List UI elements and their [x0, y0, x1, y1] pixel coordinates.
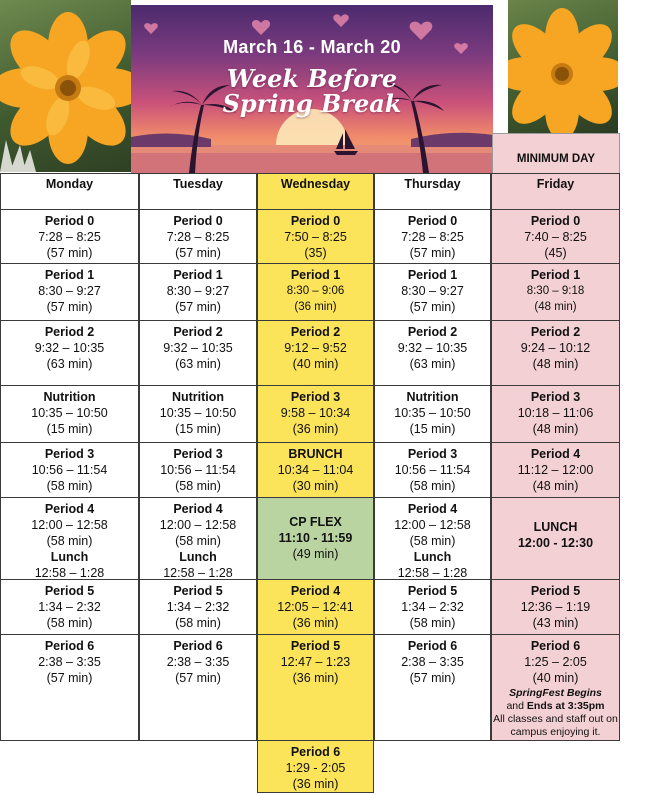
schedule-cell: Period 6 1:29 - 2:05 (36 min): [257, 740, 374, 793]
schedule-cell: Period 6 1:25 – 2:05 (40 min) SpringFest Begins and Ends at 3:35pm All classes and staff out on campus enjoying it.: [491, 634, 620, 741]
schedule-cell: Nutrition 10:35 – 10:50 (15 min): [374, 385, 491, 443]
minimum-day-label: MINIMUM DAY: [492, 133, 620, 173]
lunch-cell: LUNCH 12:00 - 12:30: [491, 497, 620, 580]
schedule-cell: Nutrition 10:35 – 10:50 (15 min): [139, 385, 257, 443]
cp-flex-cell: CP FLEX 11:10 - 11:59 (49 min): [257, 497, 374, 580]
schedule-cell: Period 1 8:30 – 9:27 (57 min): [374, 263, 491, 321]
schedule-cell: Period 2 9:12 – 9:52 (40 min): [257, 320, 374, 386]
schedule-cell: Period 3 10:56 – 11:54 (58 min): [139, 442, 257, 498]
springfest-end-note: and Ends at 3:35pm: [506, 700, 605, 712]
schedule-cell: Period 5 12:47 – 1:23 (36 min): [257, 634, 374, 741]
schedule-cell: Period 1 8:30 – 9:06 (36 min): [257, 263, 374, 321]
schedule-cell: Period 4 12:00 – 12:58 (58 min) Lunch 12:58 – 1:28: [139, 497, 257, 580]
schedule-cell: Period 5 1:34 – 2:32 (58 min): [139, 579, 257, 635]
flower-image-left: [0, 0, 131, 172]
banner-dates: March 16 - March 20: [223, 37, 401, 57]
schedule-cell: Period 3 10:18 – 11:06 (48 min): [491, 385, 620, 443]
schedule-cell: Period 1 8:30 – 9:27 (57 min): [139, 263, 257, 321]
schedule-cell: Period 4 12:00 – 12:58 (58 min) Lunch 12:58 – 1:28: [0, 497, 139, 580]
schedule-cell: Period 5 1:34 – 2:32 (58 min): [374, 579, 491, 635]
schedule-cell: Period 6 2:38 – 3:35 (57 min): [374, 634, 491, 741]
schedule-cell: Period 5 1:34 – 2:32 (58 min): [0, 579, 139, 635]
schedule-cell: Period 0 7:50 – 8:25 (35): [257, 209, 374, 264]
schedule-cell: Period 2 9:32 – 10:35 (63 min): [139, 320, 257, 386]
schedule-cell: Period 5 12:36 – 1:19 (43 min): [491, 579, 620, 635]
day-header: Monday: [0, 173, 139, 210]
schedule-cell: Period 0 7:28 – 8:25 (57 min): [0, 209, 139, 264]
springfest-note: SpringFest Begins: [509, 687, 602, 699]
schedule-cell: Period 0 7:40 – 8:25 (45): [491, 209, 620, 264]
schedule-cell: Period 3 10:56 – 11:54 (58 min): [374, 442, 491, 498]
schedule-cell: Period 0 7:28 – 8:25 (57 min): [139, 209, 257, 264]
schedule-cell: Period 6 2:38 – 3:35 (57 min): [0, 634, 139, 741]
flower-image-right: [508, 0, 618, 133]
day-header: Wednesday: [257, 173, 374, 210]
schedule-cell: Period 4 12:00 – 12:58 (58 min) Lunch 12:58 – 1:28: [374, 497, 491, 580]
schedule-cell: Period 4 11:12 – 12:00 (48 min): [491, 442, 620, 498]
schedule-cell: Period 1 8:30 – 9:27 (57 min): [0, 263, 139, 321]
day-header: Thursday: [374, 173, 491, 210]
spring-break-banner: [131, 5, 493, 173]
day-header: Tuesday: [139, 173, 257, 210]
schedule-cell: Period 3 9:58 – 10:34 (36 min): [257, 385, 374, 443]
schedule-cell: Period 2 9:24 – 10:12 (48 min): [491, 320, 620, 386]
springfest-detail: All classes and staff out on campus enjoying it.: [493, 713, 618, 738]
schedule-cell: Period 2 9:32 – 10:35 (63 min): [374, 320, 491, 386]
schedule-cell: Period 0 7:28 – 8:25 (57 min): [374, 209, 491, 264]
schedule-cell: Period 1 8:30 – 9:18 (48 min): [491, 263, 620, 321]
banner-title-line2: Spring Break: [222, 89, 402, 118]
schedule-cell: BRUNCH 10:34 – 11:04 (30 min): [257, 442, 374, 498]
schedule-cell: Nutrition 10:35 – 10:50 (15 min): [0, 385, 139, 443]
banner-title-line1: Week Before: [226, 64, 398, 93]
schedule-cell: Period 3 10:56 – 11:54 (58 min): [0, 442, 139, 498]
schedule-cell: Period 4 12:05 – 12:41 (36 min): [257, 579, 374, 635]
schedule-cell: Period 2 9:32 – 10:35 (63 min): [0, 320, 139, 386]
schedule-cell: Period 6 2:38 – 3:35 (57 min): [139, 634, 257, 741]
day-header: Friday: [491, 173, 620, 210]
